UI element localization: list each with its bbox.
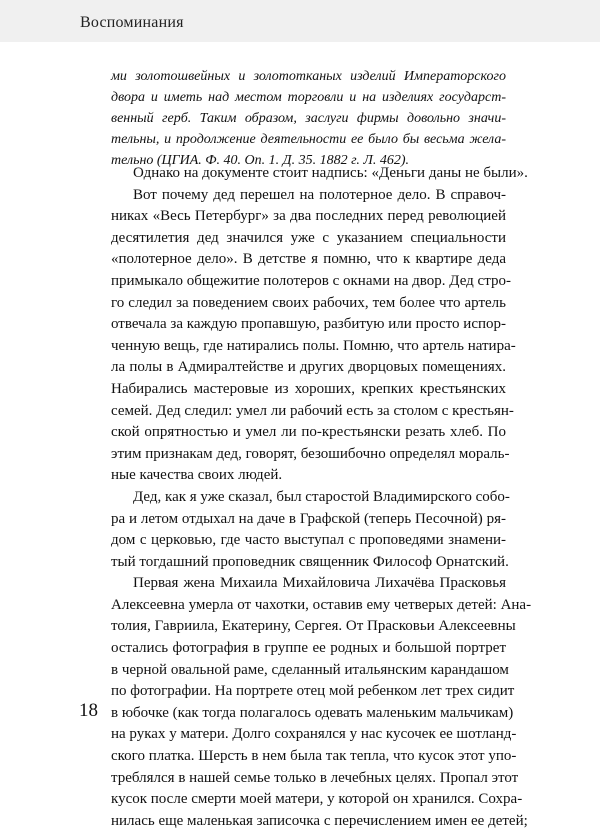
- paragraph-line: Первая жена Михаила Михайловича Лихачёва Прасковья: [133, 575, 506, 592]
- quote-line: венный герб. Таким образом, заслуги фирмы довольно значи-: [111, 111, 506, 126]
- paragraph-line: ные качества своих людей.: [111, 467, 283, 484]
- paragraph-line: го следил за поведением своих рабочих, тем более что артель: [111, 294, 506, 311]
- paragraph-line: Набирались мастеровые из хороших, крепких крестьянских: [111, 380, 506, 397]
- paragraph-line: в черной овальной раме, сделанный итальянским карандашом: [111, 661, 509, 678]
- paragraph: [111, 487, 510, 573]
- paragraph-line: этим признакам дед, говорят, безошибочно определял мораль-: [111, 445, 510, 462]
- page-number: 18: [79, 700, 98, 721]
- paragraph-line: остались фотография в группе ее родных и большой портрет: [111, 640, 506, 657]
- body-text: [111, 163, 532, 832]
- paragraph-line: Алексеевна умерла от чахотки, оставив ему четверых детей: Ана-: [111, 596, 532, 613]
- paragraph-line: Вот почему дед перешел на полотерное дело. В справоч-: [133, 186, 506, 203]
- paragraph-line: нилась еще маленькая записочка с перечислением имен ее детей;: [111, 812, 528, 829]
- paragraph-line: ла полы в Адмиралтействе и других дворцовых помещениях.: [111, 359, 506, 376]
- quote-line: двора и иметь над местом торговли и на изделиях государст-: [111, 90, 506, 105]
- paragraph-line: ской опрятностью и умел ли по-крестьянски резать хлеб. По: [111, 424, 506, 441]
- running-head: [0, 0, 600, 42]
- quote-line: тельны, и продолжение деятельности ее было бы весьма жела-: [111, 132, 506, 147]
- paragraph-line: никах «Весь Петербург» за два последних перед революцией: [111, 208, 506, 225]
- paragraph-line: кусок после смерти моей матери, у которой он хранился. Сохра-: [111, 791, 523, 808]
- paragraph-line: ченную вещь, где натирались полы. Помню, что артель натира-: [111, 337, 516, 354]
- paragraph: [111, 185, 516, 487]
- paragraph-line: отвечала за каждую пропавшую, разбитую или просто испор-: [111, 316, 506, 333]
- paragraph-line: десятилетия дед значился уже с указанием специальности: [111, 229, 506, 246]
- paragraph-line: Дед, как я уже сказал, был старостой Владимирского собо-: [133, 488, 510, 505]
- paragraph-line: дом с церковью, где часто выступал с проповедями знамени-: [111, 532, 506, 549]
- running-head-title: Воспоминания: [80, 14, 184, 31]
- paragraph-line: ра и летом отдыхал на даче в Графской (теперь Песочной) ря-: [111, 510, 506, 527]
- paragraph-line: по фотографии. На портрете отец мой ребенком лет трех сидит: [111, 683, 515, 700]
- paragraph-line: Однако на документе стоит надпись: «Деньги даны не были».: [133, 165, 528, 181]
- quote-line: ми золотошвейных и золототканых изделий Императорского: [111, 69, 506, 84]
- archival-quote: [111, 66, 506, 171]
- paragraph-line: в юбочке (как тогда полагалось одевать маленьким мальчикам): [111, 704, 514, 721]
- quote-line: тельно (ЦГИА. Ф. 40. Оп. 1. Д. 35. 1882 г. Л. 462).: [111, 153, 409, 168]
- paragraph-line: примыкало общежитие полотеров с окнами на двор. Дед стро-: [111, 272, 511, 289]
- paragraph-line: треблялся в нашей семье только в лечебных целях. Пропал этот: [111, 769, 519, 786]
- paragraph: [111, 573, 532, 832]
- paragraph-line: тый тогдашний проповедник священник Философ Орнатский.: [111, 553, 509, 570]
- paragraph-line: «полотерное дело». В детстве я помню, что к квартире деда: [111, 251, 506, 268]
- paragraph-line: семей. Дед следил: умел ли рабочий есть за столом с крестьян-: [111, 402, 514, 419]
- paragraph-line: на руках у матери. Долго сохранялся у нас кусочек ее шотланд-: [111, 726, 517, 743]
- paragraph-line: ского платка. Шерсть в нем была так тепла, что кусок этот упо-: [111, 748, 517, 765]
- paragraph: [111, 163, 528, 185]
- paragraph-line: толия, Гавриила, Екатерину, Сергея. От Прасковьи Алексеевны: [111, 618, 516, 635]
